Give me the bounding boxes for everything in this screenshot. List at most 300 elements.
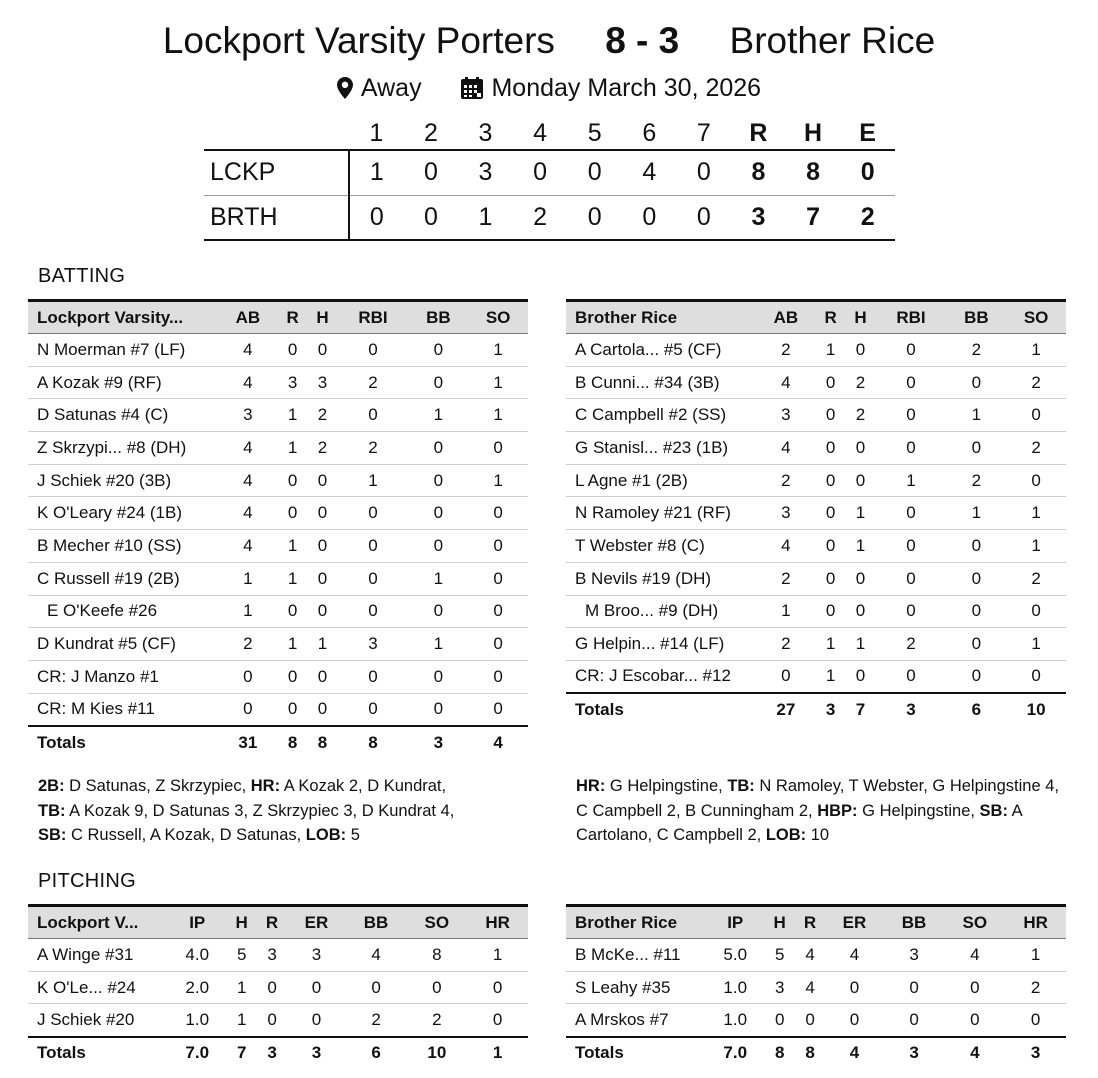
table-row — [566, 562, 1066, 595]
total-cell: 7.0 — [168, 1037, 226, 1070]
errors-header: E — [859, 118, 876, 147]
inning-5-header: 5 — [587, 118, 602, 147]
stat-cell: 2 — [346, 1004, 407, 1037]
stat-cell: 0 — [816, 464, 846, 497]
stat-cell: 2 — [337, 432, 408, 465]
inning-3-runs: 3 — [458, 150, 513, 195]
stat-cell: 1 — [468, 399, 528, 432]
total-h: 7 — [786, 195, 841, 240]
stat-cell: 1.0 — [706, 1004, 764, 1037]
total-cell: 3 — [875, 693, 946, 726]
inning-7-runs: 0 — [677, 150, 732, 195]
stat-cell: 0 — [816, 562, 846, 595]
stat-cell: 1 — [846, 497, 876, 530]
stat-cell: 0 — [468, 628, 528, 661]
inning-5-runs: 0 — [567, 195, 622, 240]
player-name: M Broo... #9 (DH) — [566, 595, 756, 628]
stat-cell: 0 — [875, 595, 946, 628]
table-row — [566, 366, 1066, 399]
home-pitching-table — [28, 904, 528, 1069]
column-header: HR — [467, 906, 528, 939]
stat-cell: 1 — [218, 595, 278, 628]
stat-cell: 0 — [947, 562, 1007, 595]
stat-cell: 0 — [764, 1004, 794, 1037]
player-name: CR: J Manzo #1 — [28, 660, 218, 693]
stat-cell: 0 — [875, 334, 946, 367]
player-name: G Helpin... #14 (LF) — [566, 628, 756, 661]
table-row — [566, 1004, 1066, 1037]
note-text: N Ramoley, T Webster, G Helpingstine 4, C Campbell 2, B Cunningham 2, — [576, 777, 1059, 820]
stat-cell: 2 — [756, 464, 816, 497]
stat-cell: 0 — [346, 971, 407, 1004]
stat-cell: 0 — [468, 660, 528, 693]
stat-cell: 1 — [409, 562, 469, 595]
stat-cell: 0 — [846, 334, 876, 367]
stat-cell: 1 — [226, 1004, 256, 1037]
column-header: IP — [168, 906, 226, 939]
total-cell: 31 — [218, 726, 278, 759]
stat-cell: 0 — [816, 432, 846, 465]
stat-cell: 3 — [218, 399, 278, 432]
stat-cell: 2 — [756, 562, 816, 595]
totals-row — [566, 693, 1066, 726]
note-text: D Satunas, Z Skrzypiec, — [64, 777, 251, 795]
column-header: SO — [1006, 301, 1066, 334]
stat-cell: 2 — [1006, 562, 1066, 595]
stat-cell: 0 — [308, 693, 338, 726]
column-header: BB — [947, 301, 1007, 334]
table-row — [566, 497, 1066, 530]
stat-cell: 0 — [337, 399, 408, 432]
table-row — [28, 693, 528, 726]
player-name: B McKe... #11 — [566, 939, 706, 972]
stat-cell: 3 — [257, 939, 287, 972]
total-cell: 3 — [257, 1037, 287, 1070]
stat-cell: 2 — [875, 628, 946, 661]
total-r: 3 — [731, 195, 786, 240]
game-info — [0, 74, 1098, 106]
inning-4-header: 4 — [533, 118, 548, 147]
stat-cell: 0 — [468, 497, 528, 530]
stat-cell: 0 — [406, 971, 467, 1004]
stat-cell: 2 — [756, 628, 816, 661]
stat-cell: 0 — [278, 693, 308, 726]
totals-label: Totals — [28, 726, 218, 759]
stat-cell: 0 — [468, 562, 528, 595]
player-name: K O'Leary #24 (1B) — [28, 497, 218, 530]
note-text: A Kozak 9, D Satunas 3, Z Skrzypiec 3, D Kundrat 4, — [65, 801, 455, 820]
table-row — [28, 432, 528, 465]
stat-cell: 0 — [308, 334, 338, 367]
stat-cell: 1 — [816, 628, 846, 661]
note-label: LOB: — [765, 826, 807, 844]
column-header: SO — [944, 906, 1005, 939]
line-score-row — [204, 195, 895, 240]
stat-cell: 4.0 — [168, 939, 226, 972]
stat-cell: 0 — [409, 693, 469, 726]
player-name: T Webster #8 (C) — [566, 530, 756, 563]
team-name-header: Lockport Varsity... — [28, 301, 218, 334]
column-header: RBI — [337, 301, 408, 334]
stat-cell: 0 — [468, 432, 528, 465]
totals-label: Totals — [28, 1037, 168, 1070]
total-cell: 10 — [406, 1037, 467, 1070]
table-row — [28, 628, 528, 661]
stat-cell: 1 — [409, 399, 469, 432]
stat-cell: 0 — [884, 971, 945, 1004]
stat-cell: 1 — [278, 530, 308, 563]
stat-cell: 4 — [756, 366, 816, 399]
stat-cell: 0 — [467, 1004, 528, 1037]
inning-4-runs: 2 — [513, 195, 568, 240]
total-cell: 4 — [825, 1037, 883, 1070]
table-row — [566, 530, 1066, 563]
stat-cell: 2 — [337, 366, 408, 399]
column-header: ER — [825, 906, 883, 939]
note-text: A Cartolano, C Campbell 2, — [576, 801, 1022, 844]
table-row — [566, 939, 1066, 972]
line-score-team: BRTH — [204, 195, 349, 240]
stat-cell: 2 — [1006, 432, 1066, 465]
stat-cell: 0 — [257, 1004, 287, 1037]
note-text: G Helpingstine, — [605, 777, 728, 795]
stat-cell: 0 — [884, 1004, 945, 1037]
stat-cell: 1 — [846, 628, 876, 661]
column-header: IP — [706, 906, 764, 939]
line-score-team: LCKP — [204, 150, 349, 195]
stat-cell: 0 — [1006, 660, 1066, 693]
stat-cell: 0 — [409, 432, 469, 465]
stat-cell: 1 — [278, 628, 308, 661]
stat-cell: 1 — [308, 628, 338, 661]
player-name: A Cartola... #5 (CF) — [566, 334, 756, 367]
stat-cell: 5 — [226, 939, 256, 972]
stat-cell: 1 — [1006, 497, 1066, 530]
total-cell: 6 — [947, 693, 1007, 726]
table-row — [566, 432, 1066, 465]
inning-5-runs: 0 — [567, 150, 622, 195]
home-batting-table — [28, 299, 528, 758]
stat-header-row — [28, 301, 528, 334]
stat-cell: 0 — [825, 1004, 883, 1037]
table-row — [28, 595, 528, 628]
away-pitching-table — [566, 904, 1066, 1069]
stat-cell: 1.0 — [706, 971, 764, 1004]
stat-cell: 1 — [846, 530, 876, 563]
player-name: E O'Keefe #26 — [28, 595, 218, 628]
column-header: R — [278, 301, 308, 334]
home-team-name: Lockport Varsity Porters — [162, 20, 555, 61]
stat-cell: 0 — [409, 595, 469, 628]
stat-cell: 2 — [947, 334, 1007, 367]
stat-cell: 0 — [308, 464, 338, 497]
stat-cell: 0 — [1006, 595, 1066, 628]
player-name: CR: M Kies #11 — [28, 693, 218, 726]
stat-cell: 0 — [218, 693, 278, 726]
stat-cell: 0 — [875, 366, 946, 399]
line-score-table — [204, 117, 895, 241]
note-label: 2B: — [38, 777, 65, 795]
player-name: C Russell #19 (2B) — [28, 562, 218, 595]
stat-cell: 0 — [947, 530, 1007, 563]
stat-cell: 0 — [875, 432, 946, 465]
total-cell: 3 — [816, 693, 846, 726]
total-cell: 8 — [337, 726, 408, 759]
stat-cell: 1 — [468, 464, 528, 497]
stat-cell: 0 — [944, 1004, 1005, 1037]
stat-cell: 1 — [1006, 334, 1066, 367]
column-header: SO — [406, 906, 467, 939]
table-row — [28, 497, 528, 530]
stat-cell: 0 — [816, 497, 846, 530]
note-label: HR: — [250, 777, 281, 795]
total-cell: 8 — [795, 1037, 825, 1070]
stat-cell: 0 — [756, 660, 816, 693]
player-name: A Mrskos #7 — [566, 1004, 706, 1037]
stat-cell: 1 — [278, 562, 308, 595]
stat-cell: 4 — [218, 464, 278, 497]
stat-cell: 0 — [875, 660, 946, 693]
inning-2-runs: 0 — [404, 195, 459, 240]
player-name: D Satunas #4 (C) — [28, 399, 218, 432]
stat-cell: 8 — [406, 939, 467, 972]
team-name-header: Lockport V... — [28, 906, 168, 939]
note-label: TB: — [38, 801, 66, 820]
table-row — [28, 660, 528, 693]
location-pin-icon — [337, 77, 353, 106]
totals-label: Totals — [566, 693, 756, 726]
batting-section-title: BATTING — [38, 265, 126, 287]
stat-cell: 0 — [816, 595, 846, 628]
stat-cell: 0 — [795, 1004, 825, 1037]
stat-cell: 0 — [278, 595, 308, 628]
table-row — [28, 562, 528, 595]
column-header: BB — [409, 301, 469, 334]
column-header: R — [257, 906, 287, 939]
inning-3-header: 3 — [478, 118, 493, 147]
inning-7-header: 7 — [696, 118, 711, 147]
total-cell: 8 — [308, 726, 338, 759]
stat-cell: 4 — [218, 432, 278, 465]
stat-cell: 4 — [218, 530, 278, 563]
stat-cell: 3 — [337, 628, 408, 661]
total-cell: 4 — [944, 1037, 1005, 1070]
table-row — [28, 939, 528, 972]
stat-cell: 1 — [947, 497, 1007, 530]
inning-4-runs: 0 — [513, 150, 568, 195]
stat-cell: 0 — [308, 530, 338, 563]
stat-cell: 2.0 — [168, 971, 226, 1004]
table-row — [566, 399, 1066, 432]
stat-cell: 3 — [308, 366, 338, 399]
player-name: A Winge #31 — [28, 939, 168, 972]
table-row — [566, 971, 1066, 1004]
note-text: G Helpingstine, — [857, 801, 980, 820]
stat-cell: 4 — [218, 366, 278, 399]
totals-row — [28, 1037, 528, 1070]
column-header: BB — [884, 906, 945, 939]
stat-cell: 0 — [846, 432, 876, 465]
player-name: J Schiek #20 (3B) — [28, 464, 218, 497]
stat-cell: 0 — [1006, 399, 1066, 432]
game-date: Monday March 30, 2026 — [491, 74, 762, 102]
note-label: SB: — [979, 801, 1008, 820]
stat-cell: 2 — [947, 464, 1007, 497]
stat-cell: 0 — [816, 366, 846, 399]
line-score-row — [204, 150, 895, 195]
table-row — [566, 464, 1066, 497]
totals-row — [28, 726, 528, 759]
totals-row — [566, 1037, 1066, 1070]
stat-cell: 0 — [875, 530, 946, 563]
stat-cell: 0 — [337, 660, 408, 693]
player-name: C Campbell #2 (SS) — [566, 399, 756, 432]
home-batting-notes — [38, 774, 548, 848]
stat-cell: 4 — [218, 334, 278, 367]
player-name: B Nevils #19 (DH) — [566, 562, 756, 595]
player-name: CR: J Escobar... #12 — [566, 660, 756, 693]
stat-cell: 2 — [846, 366, 876, 399]
stat-cell: 1 — [467, 939, 528, 972]
player-name: L Agne #1 (2B) — [566, 464, 756, 497]
inning-2-header: 2 — [423, 118, 438, 147]
stat-cell: 0 — [467, 971, 528, 1004]
stat-cell: 1 — [1006, 530, 1066, 563]
stat-cell: 0 — [947, 660, 1007, 693]
total-r: 8 — [731, 150, 786, 195]
stat-cell: 0 — [1006, 464, 1066, 497]
stat-cell: 0 — [944, 971, 1005, 1004]
total-cell: 27 — [756, 693, 816, 726]
column-header: H — [764, 906, 794, 939]
stat-cell: 0 — [308, 497, 338, 530]
stat-cell: 0 — [875, 562, 946, 595]
stat-cell: 0 — [337, 334, 408, 367]
inning-6-header: 6 — [642, 118, 657, 147]
inning-7-runs: 0 — [677, 195, 732, 240]
stat-cell: 0 — [218, 660, 278, 693]
table-row — [566, 334, 1066, 367]
inning-3-runs: 1 — [458, 195, 513, 240]
stat-cell: 0 — [409, 497, 469, 530]
calendar-icon — [461, 77, 483, 106]
stat-cell: 1 — [278, 399, 308, 432]
stat-header-row — [566, 301, 1066, 334]
inning-1-runs: 0 — [349, 195, 404, 240]
player-name: N Ramoley #21 (RF) — [566, 497, 756, 530]
player-name: D Kundrat #5 (CF) — [28, 628, 218, 661]
column-header: AB — [756, 301, 816, 334]
total-cell: 3 — [409, 726, 469, 759]
stat-cell: 1 — [1006, 628, 1066, 661]
stat-cell: 2 — [406, 1004, 467, 1037]
stat-cell: 1 — [218, 562, 278, 595]
totals-label: Totals — [566, 1037, 706, 1070]
stat-cell: 0 — [337, 595, 408, 628]
total-cell: 7.0 — [706, 1037, 764, 1070]
total-cell: 7 — [846, 693, 876, 726]
line-score-header — [204, 117, 895, 150]
note-text: C Russell, A Kozak, D Satunas, — [66, 826, 306, 844]
stat-cell: 0 — [409, 464, 469, 497]
stat-cell: 0 — [875, 497, 946, 530]
stat-cell: 1 — [468, 366, 528, 399]
stat-cell: 0 — [846, 595, 876, 628]
total-cell: 3 — [287, 1037, 345, 1070]
stat-cell: 1 — [816, 660, 846, 693]
table-row — [566, 628, 1066, 661]
stat-cell: 0 — [337, 530, 408, 563]
total-cell: 1 — [467, 1037, 528, 1070]
stat-cell: 0 — [278, 497, 308, 530]
pitching-section-title: PITCHING — [38, 870, 136, 892]
table-row — [566, 660, 1066, 693]
stat-cell: 4 — [795, 971, 825, 1004]
stat-cell: 1 — [226, 971, 256, 1004]
inning-6-runs: 0 — [622, 195, 677, 240]
total-e: 0 — [840, 150, 895, 195]
stat-cell: 0 — [947, 595, 1007, 628]
away-team-name: Brother Rice — [729, 20, 936, 61]
player-name: A Kozak #9 (RF) — [28, 366, 218, 399]
stat-cell: 4 — [756, 432, 816, 465]
stat-cell: 0 — [337, 562, 408, 595]
final-score: 8 - 3 — [605, 20, 680, 61]
total-cell: 6 — [346, 1037, 407, 1070]
stat-cell: 0 — [337, 693, 408, 726]
stat-cell: 2 — [308, 432, 338, 465]
total-cell: 3 — [884, 1037, 945, 1070]
column-header: RBI — [875, 301, 946, 334]
player-name: K O'Le... #24 — [28, 971, 168, 1004]
stat-cell: 3 — [756, 497, 816, 530]
runs-header: R — [749, 118, 768, 147]
stat-cell: 3 — [278, 366, 308, 399]
note-text: A Kozak 2, D Kundrat, — [280, 777, 447, 795]
stat-cell: 0 — [825, 971, 883, 1004]
column-header: BB — [346, 906, 407, 939]
table-row — [28, 334, 528, 367]
stat-cell: 3 — [287, 939, 345, 972]
stat-header-row — [566, 906, 1066, 939]
total-cell: 8 — [764, 1037, 794, 1070]
total-cell: 4 — [468, 726, 528, 759]
stat-cell: 0 — [308, 595, 338, 628]
away-batting-notes — [576, 774, 1066, 848]
table-row — [28, 1004, 528, 1037]
note-label: LOB: — [305, 826, 347, 844]
total-cell: 10 — [1006, 693, 1066, 726]
stat-cell: 1 — [1005, 939, 1066, 972]
stat-cell: 1 — [947, 399, 1007, 432]
stat-cell: 0 — [287, 971, 345, 1004]
column-header: H — [226, 906, 256, 939]
stat-cell: 2 — [1005, 971, 1066, 1004]
stat-cell: 0 — [257, 971, 287, 1004]
table-row — [566, 595, 1066, 628]
stat-cell: 3 — [756, 399, 816, 432]
location-label: Away — [360, 74, 422, 102]
column-header: ER — [287, 906, 345, 939]
stat-cell: 0 — [278, 464, 308, 497]
note-label: SB: — [38, 826, 67, 844]
stat-cell: 1 — [409, 628, 469, 661]
stat-cell: 2 — [1006, 366, 1066, 399]
note-label: TB: — [727, 777, 755, 795]
inning-1-runs: 1 — [349, 150, 404, 195]
team-name-header: Brother Rice — [566, 906, 706, 939]
inning-1-header: 1 — [369, 118, 384, 147]
